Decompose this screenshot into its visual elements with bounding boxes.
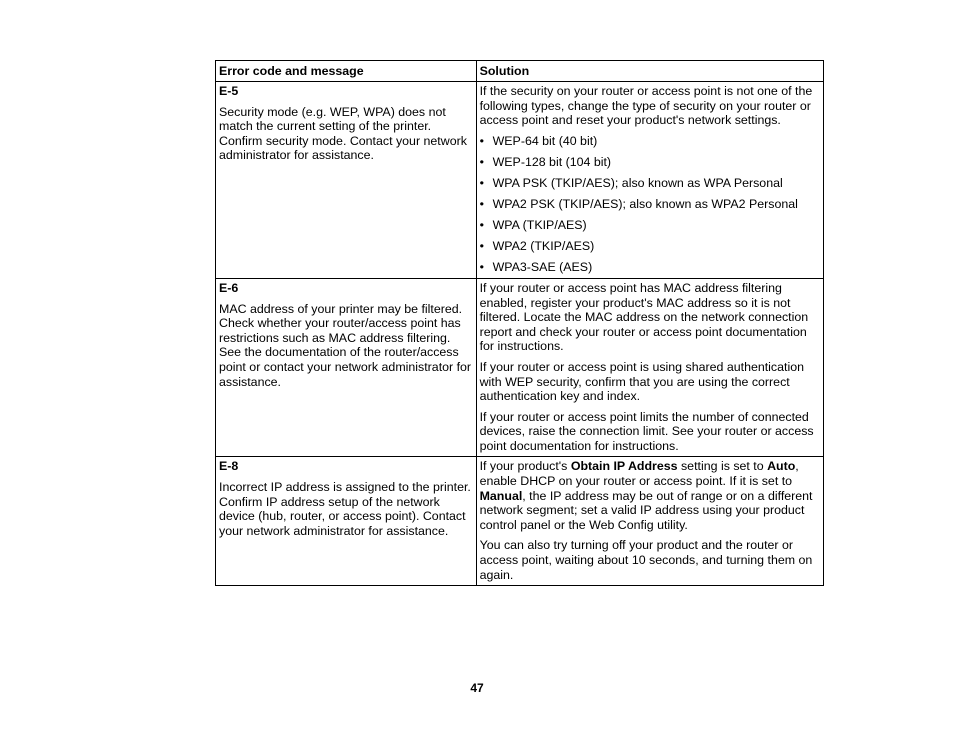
bullet: • xyxy=(479,154,484,169)
solution-text: If your product's Obtain IP Address setting is set to Auto, enable DHCP on your router or access point. If it is set to Manual, the IP address may be out of range or on a different network segment; set a valid IP address using your product control panel or the Web Config utility. xyxy=(479,459,813,532)
bullet: • xyxy=(479,175,484,190)
table-row-e6 xyxy=(216,278,824,457)
list-item: • WPA PSK (TKIP/AES); also known as WPA Personal xyxy=(479,175,783,190)
error-cell-e6 xyxy=(216,278,477,457)
bullet: • xyxy=(479,197,484,212)
error-message: Security mode (e.g. WEP, WPA) does not match the current setting of the printer. Confirm security mode. Contact your network administrator for assistance. xyxy=(219,104,467,163)
error-code: E-6 xyxy=(219,280,239,295)
error-code-table xyxy=(215,60,824,586)
setting-value-manual: Manual xyxy=(479,488,523,503)
solution-cell-e6 xyxy=(476,278,823,457)
bullet: • xyxy=(479,133,484,148)
solution-text: If your router or access point has MAC address filtering enabled, register your product's MAC address so it is not filtered. Locate the MAC address on the network connection report and check your router or access point documentation for instructions. xyxy=(479,280,809,354)
solution-text: You can also try turning off your product and the router or access point, waiting about 10 seconds, and turning them on again. xyxy=(479,538,813,582)
setting-name-obtain-ip: Obtain IP Address xyxy=(570,459,678,474)
header-solution: Solution xyxy=(476,61,823,82)
bullet: • xyxy=(479,218,484,233)
table-header-row xyxy=(216,61,824,82)
solution-cell-e8 xyxy=(476,457,823,586)
list-item: • WPA2 PSK (TKIP/AES); also known as WPA2 Personal xyxy=(479,197,798,212)
bullet: • xyxy=(479,239,484,254)
error-code: E-5 xyxy=(219,84,239,98)
header-error-code: Error code and message xyxy=(216,61,477,82)
table-row-e5 xyxy=(216,82,824,279)
list-item: • WEP-128 bit (104 bit) xyxy=(479,154,612,169)
solution-text: If your router or access point limits the number of connected devices, raise the connection limit. See your router or access point documentation for instructions. xyxy=(479,409,814,453)
list-item: • WPA2 (TKIP/AES) xyxy=(479,239,595,254)
table-row-e8 xyxy=(216,457,824,586)
list-item: • WPA3-SAE (AES) xyxy=(479,260,593,275)
solution-text: If the security on your router or access point is not one of the following types, change the type of security on your router or access point and reset your product's network settings. xyxy=(479,84,813,128)
list-item: • WPA (TKIP/AES) xyxy=(479,218,587,233)
bullet: • xyxy=(479,260,484,275)
setting-value-auto: Auto xyxy=(767,459,796,474)
solution-cell-e5 xyxy=(476,82,823,279)
error-cell-e5 xyxy=(216,82,477,279)
error-cell-e8 xyxy=(216,457,477,586)
solution-text: If your router or access point is using shared authentication with WEP security, confirm that you are using the correct authentication key and index. xyxy=(479,359,804,404)
security-type-list xyxy=(480,134,820,275)
error-message: Incorrect IP address is assigned to the printer. Confirm IP address setup of the network device (hub, router, or access point). Contact your network administrator for assistance. xyxy=(219,480,471,538)
error-message: MAC address of your printer may be filtered. Check whether your router/access point has restrictions such as MAC address filtering. See the documentation of the router/access point or contact your network administrator for assistance. xyxy=(219,301,472,389)
page-number: 47 xyxy=(470,681,484,695)
error-code: E-8 xyxy=(219,459,239,474)
list-item: • WEP-64 bit (40 bit) xyxy=(479,133,598,148)
